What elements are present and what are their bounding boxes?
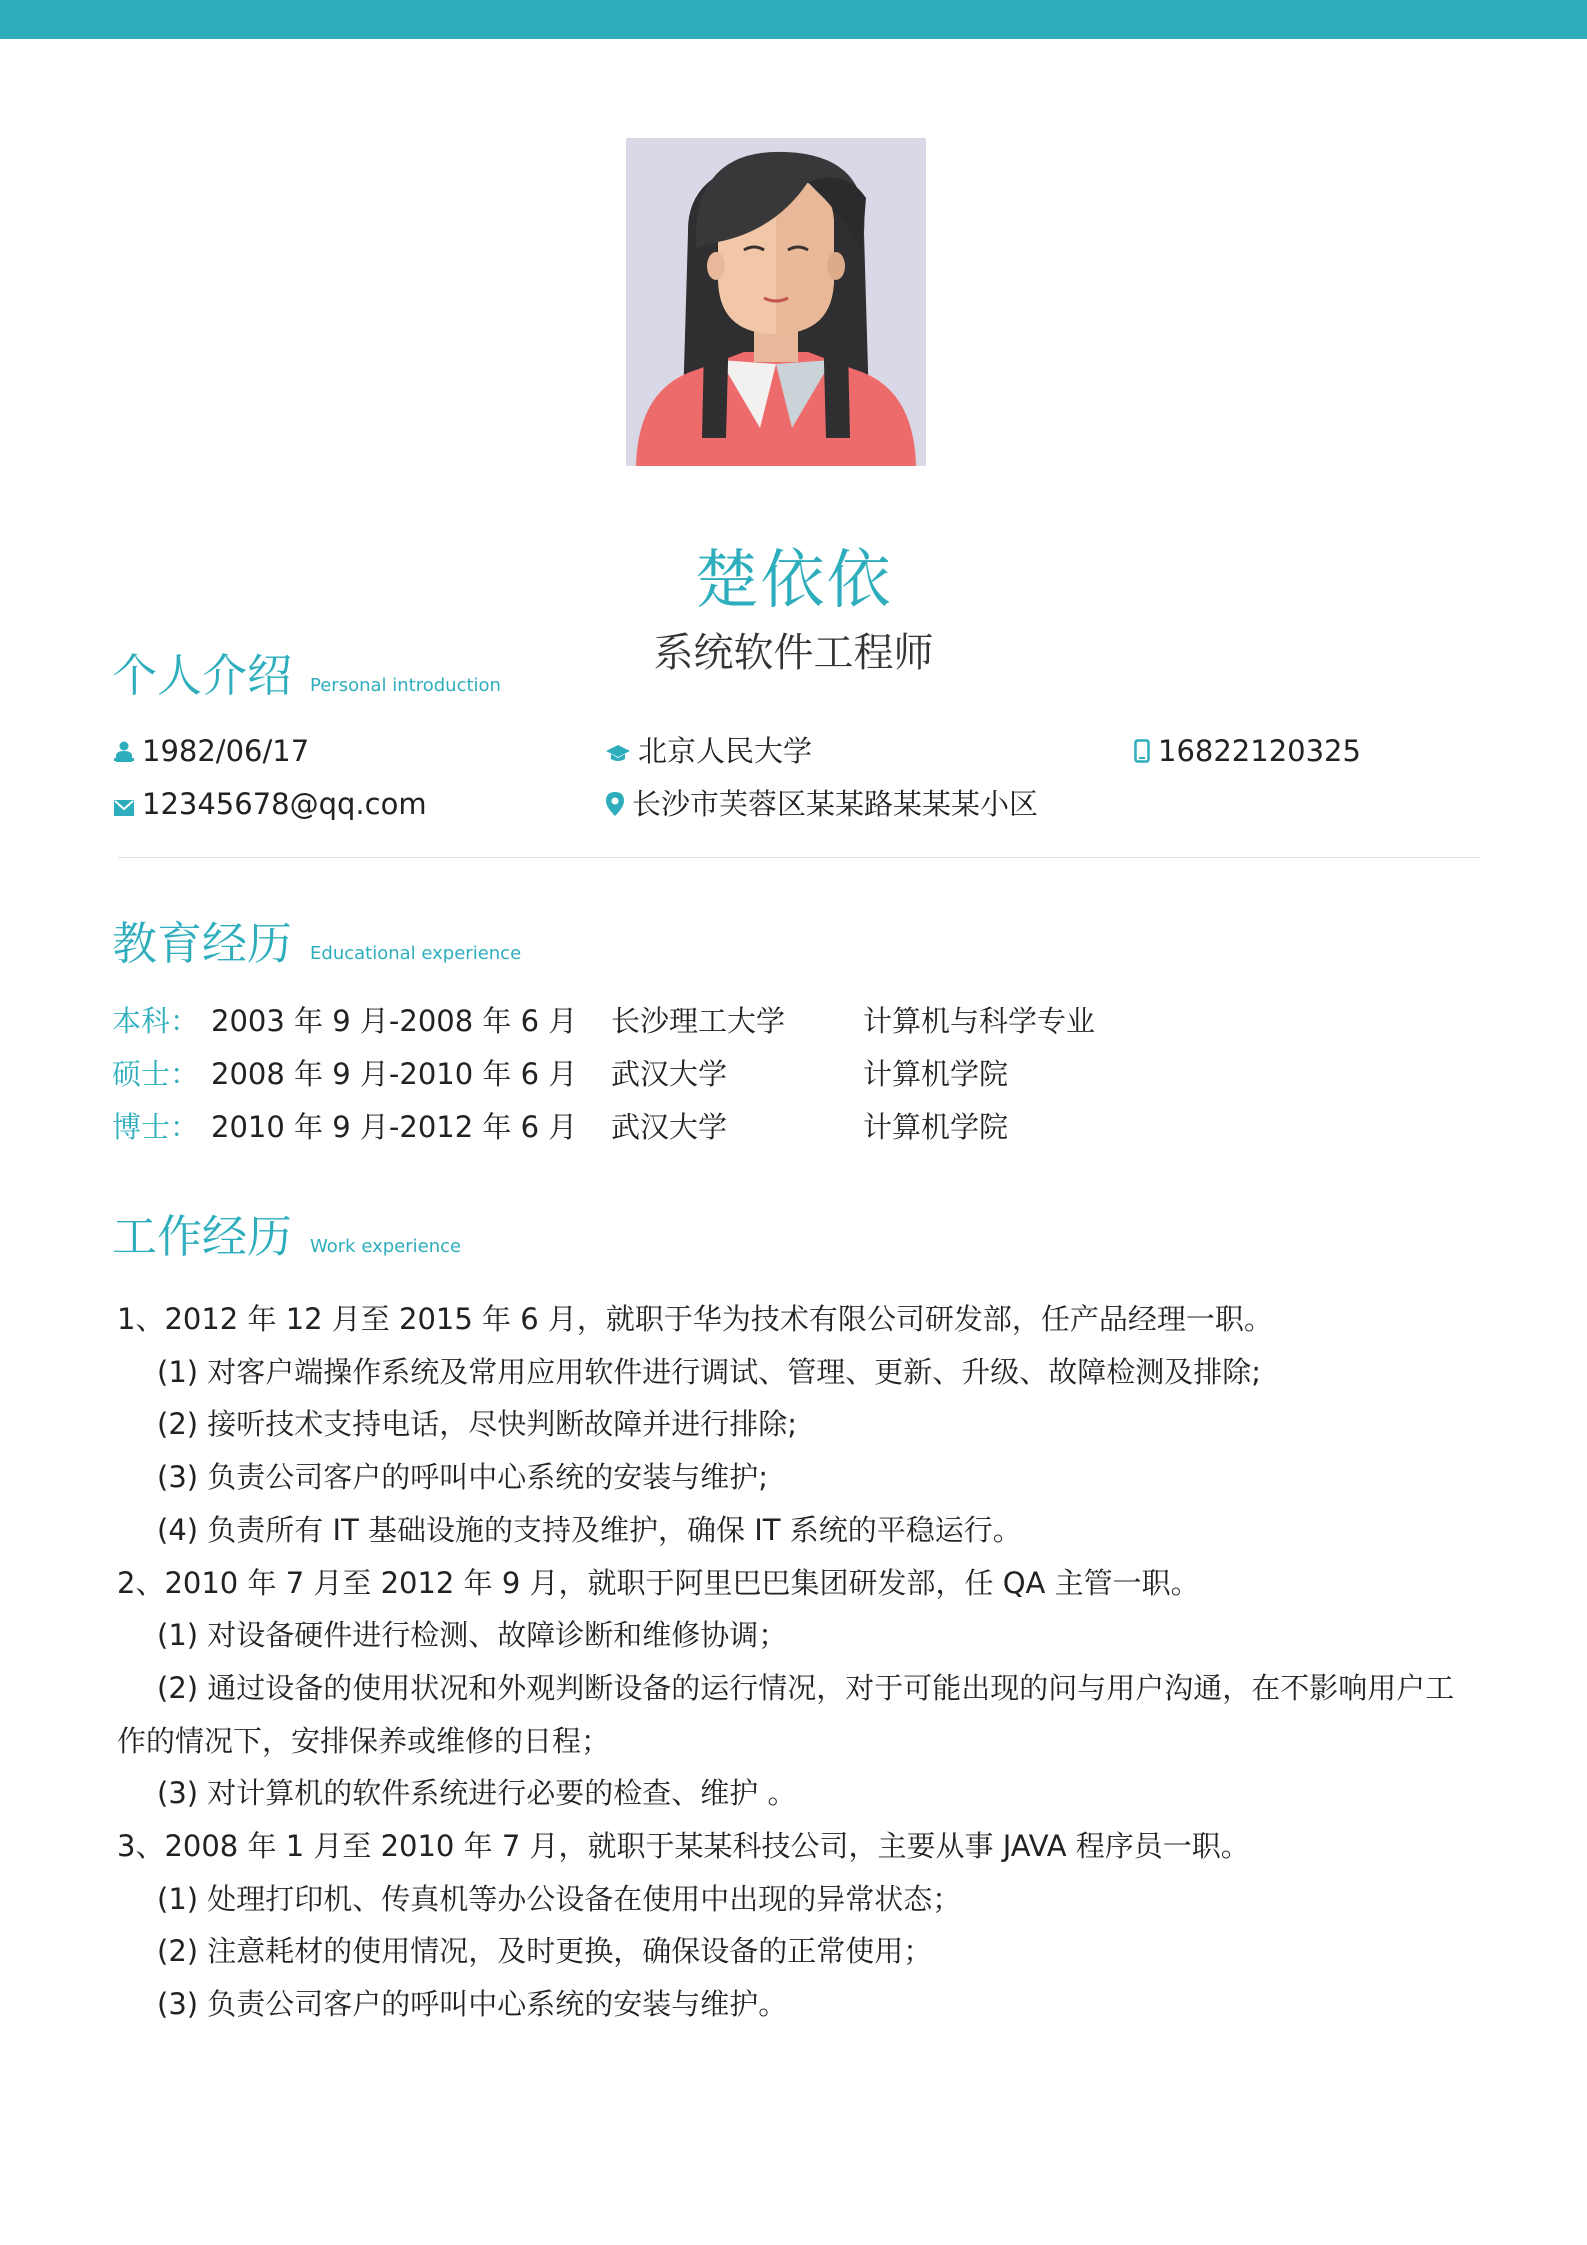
work-duty: (1) 处理打印机、传真机等办公设备在使用中出现的异常状态；: [157, 1881, 962, 1916]
education-major: 计算机与科学专业: [863, 1004, 1096, 1038]
info-phone: [1134, 731, 1361, 771]
info-school: [606, 731, 812, 771]
info-birthday-value: 1982/06/17: [142, 734, 310, 768]
mobile-phone-icon: [1134, 739, 1150, 763]
info-address-value: 长沙市芙蓉区某某路某某某小区: [632, 787, 1039, 821]
section-title-personal: [112, 646, 501, 706]
education-degree: 博士：: [112, 1110, 200, 1144]
envelope-icon: [114, 800, 134, 816]
section-title-cn: 工作经历: [112, 1210, 293, 1263]
info-email-value: 12345678@qq.com: [142, 787, 427, 821]
work-duty: (2) 通过设备的使用状况和外观判断设备的运行情况，对于可能出现的问与用户沟通，在不影响用户工作的情况下，安排保养或维修的日程；: [117, 1670, 1455, 1758]
education-degree: 本科：: [112, 1004, 200, 1038]
education-school: 武汉大学: [611, 1057, 728, 1091]
education-degree: 硕士：: [112, 1057, 200, 1091]
education-date: 2010 年 9 月-2012 年 6 月: [211, 1110, 578, 1144]
info-phone-value: 16822120325: [1158, 734, 1361, 768]
work-duty: (1) 对设备硬件进行检测、故障诊断和维修协调；: [157, 1618, 788, 1653]
section-title-cn: 个人介绍: [112, 649, 293, 702]
graduation-cap-icon: [606, 743, 630, 763]
education-school: 武汉大学: [611, 1110, 728, 1144]
work-heading: 2、2010 年 7 月至 2012 年 9 月，就职于阿里巴巴集团研发部，任 QA 主管一职。: [117, 1565, 1200, 1600]
info-address: [606, 784, 1038, 824]
work-duty: (2) 接听技术支持电话，尽快判断故障并进行排除;: [157, 1407, 798, 1442]
work-duty: (3) 对计算机的软件系统进行必要的检查、维护 。: [157, 1776, 797, 1811]
section-title-work: [112, 1207, 461, 1267]
info-email: [114, 784, 427, 824]
top-accent-bar: [0, 0, 1587, 39]
education-date: 2003 年 9 月-2008 年 6 月: [211, 1004, 578, 1038]
work-duty: (2) 注意耗材的使用情况，及时更换，确保设备的正常使用；: [157, 1934, 933, 1969]
person-icon: [114, 741, 134, 763]
info-birthday: [114, 731, 309, 771]
work-duty: (4) 负责所有 IT 基础设施的支持及维护，确保 IT 系统的平稳运行。: [157, 1512, 1022, 1547]
info-school-value: 北京人民大学: [638, 734, 813, 768]
map-pin-icon: [606, 792, 624, 816]
education-major: 计算机学院: [863, 1110, 1009, 1144]
section-title-en: Educational experience: [310, 943, 522, 964]
work-duty: (1) 对客户端操作系统及常用应用软件进行调试、管理、更新、升级、故障检测及排除;: [157, 1354, 1262, 1389]
avatar: [626, 138, 926, 466]
job-title: 系统软件工程师: [653, 630, 934, 676]
candidate-name: 楚依依: [694, 544, 893, 618]
work-heading: 1、2012 年 12 月至 2015 年 6 月，就职于华为技术有限公司研发部，任产品经理一职。: [117, 1302, 1273, 1336]
section-title-education: [112, 914, 521, 974]
section-title-en: Personal introduction: [310, 675, 501, 696]
work-experience-list: [117, 1293, 1479, 2031]
education-date: 2008 年 9 月-2010 年 6 月: [211, 1057, 578, 1091]
education-school: 长沙理工大学: [611, 1004, 786, 1038]
work-duty: (3) 负责公司客户的呼叫中心系统的安装与维护;: [157, 1460, 769, 1495]
education-major: 计算机学院: [863, 1057, 1009, 1091]
section-divider: [118, 857, 1480, 858]
section-title-en: Work experience: [310, 1236, 462, 1257]
work-duty: (3) 负责公司客户的呼叫中心系统的安装与维护。: [157, 1987, 788, 2022]
work-heading: 3、2008 年 1 月至 2010 年 7 月，就职于某某科技公司，主要从事 JAVA 程序员一职。: [117, 1829, 1250, 1864]
section-title-cn: 教育经历: [112, 917, 293, 970]
